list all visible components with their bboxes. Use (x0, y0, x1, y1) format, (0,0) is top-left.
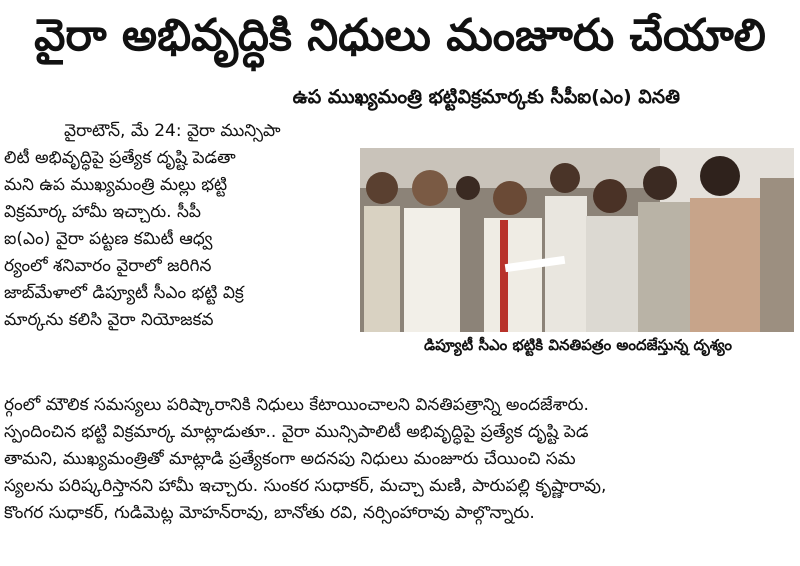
photo-caption: డిప్యూటీ సీఎం భట్టికి వినతిపత్రం అందజేస్తున్న దృశ్యం (424, 336, 732, 354)
article-line: ర్యంలో శనివారం వైరాలో జరిగిన (4, 256, 212, 276)
article-body-text (4, 392, 794, 527)
article-line: మని ఉప ముఖ్యమంత్రి మల్లు భట్టి (4, 175, 228, 195)
article-line: కొంగర సుధాకర్, గుడిమెట్ల మోహన్‌రావు, బానోతు రవి, నర్సింహారావు పాల్గొన్నారు. (4, 503, 535, 523)
article-line: జాబ్‌మేళాలో డిప్యూటీ సీఎం భట్టి విక్ర (4, 283, 244, 303)
news-photo (360, 148, 794, 332)
article-line: తామని, ముఖ్యమంత్రితో మాట్లాడి ప్రత్యేకంగా అదనపు నిధులు మంజూరు చేయించి సమ (4, 449, 576, 469)
article-line: విక్రమార్క హామీ ఇచ్చారు. సీపీ (4, 202, 201, 222)
article-column-text (4, 118, 356, 334)
article-line: ర్గంలో మౌలిక సమస్యలు పరిష్కారానికి నిధులు కేటాయించాలని వినతిపత్రాన్ని అందజేశారు. (4, 395, 589, 415)
article-line: స్యలను పరిష్కరిస్తానని హామీ ఇచ్చారు. సుంకర సుధాకర్, మచ్చా మణి, పారుపల్లి కృష్ణారావు, (4, 476, 607, 496)
article-line: స్పందించిన భట్టి విక్రమార్క మాట్లాడుతూ.. వైరా మున్సిపాలిటీ అభివృద్ధిపై ప్రత్యేక దృష్టి పెడ (4, 422, 589, 442)
article-line: మార్కను కలిసి వైరా నియోజకవ (4, 310, 214, 330)
article-line: లిటీ అభివృద్ధిపై ప్రత్యేక దృష్టి పెడతా (4, 148, 236, 168)
article-line: వైరాటౌన్, మే 24: వైరా మున్సిపా (64, 121, 281, 141)
article-line: ఐ(ఎం) వైరా పట్టణ కమిటీ ఆధ్వ (4, 229, 213, 249)
subheadline: ఉప ముఖ్యమంత్రి భట్టివిక్రమార్కకు సీపీఐ(ఎం) వినతి (292, 86, 680, 108)
headline: వైరా అభివృద్ధికి నిధులు మంజూరు చేయాలి (34, 10, 766, 61)
